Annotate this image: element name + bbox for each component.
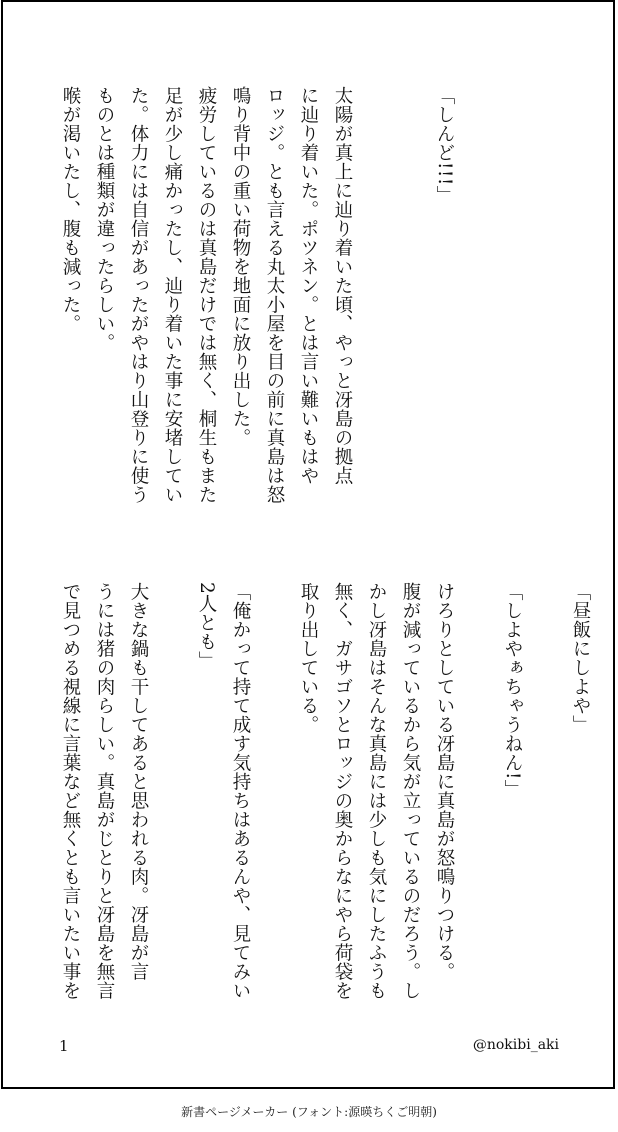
text-column: 大きな鍋も干してあると思われる肉。冴島が言 bbox=[128, 582, 149, 981]
text-column: 無く、ガサゴソとロッジの奥からなにやら荷袋を bbox=[332, 582, 353, 1000]
text-column: 取り出している。 bbox=[298, 582, 319, 734]
text-column bbox=[393, 86, 427, 504]
text-column: 「昼飯にしよや」 bbox=[570, 582, 591, 734]
generator-caption: 新書ページメーカー (フォント:源暎ちくご明朝) bbox=[181, 1105, 437, 1119]
text-column: 太陽が真上に辿り着いた頃、やっと冴島の拠点 bbox=[332, 86, 353, 485]
page-frame bbox=[1, 0, 615, 1089]
text-column bbox=[461, 582, 495, 1000]
text-column bbox=[359, 86, 393, 504]
text-block-bottom bbox=[53, 582, 597, 1000]
text-column: 「しんど!!!」 bbox=[434, 86, 455, 205]
text-column bbox=[257, 582, 291, 1000]
text-column: ものとは種類が違ったらしい。 bbox=[94, 86, 115, 352]
text-column: 2人とも」 bbox=[196, 582, 217, 671]
text-column: 腹が減っているから気が立っているのだろう。し bbox=[400, 582, 421, 1000]
text-column: 鳴り背中の重い荷物を地面に放り出した。 bbox=[230, 86, 251, 447]
author-handle: @nokibi_aki bbox=[472, 1037, 559, 1053]
text-column: 喉が渇いたし、腹も減った。 bbox=[60, 86, 81, 333]
text-column: ロッジ。とも言える丸太小屋を目の前に真島は怒 bbox=[264, 86, 285, 504]
text-column: に辿り着いた。ポツネン。とは言い難いもはや bbox=[298, 86, 319, 485]
text-column: けろりとしている冴島に真島が怒鳴りつける。 bbox=[434, 582, 455, 981]
text-column: 疲労しているのは真島だけでは無く、桐生もまた bbox=[196, 86, 217, 504]
text-column: 「しよやぁちゃうねん!」 bbox=[502, 582, 523, 799]
text-column: で見つめる視線に言葉など無くとも言いたい事を bbox=[60, 582, 81, 1000]
page-number: 1 bbox=[59, 1037, 69, 1055]
text-column: 足が少し痛かったし、辿り着いた事に安堵してい bbox=[162, 86, 183, 504]
text-block-top bbox=[53, 86, 461, 504]
text-column: かし冴島はそんな真島には少しも気にしたふうも bbox=[366, 582, 387, 1000]
text-column: 「俺かって持て成す気持ちはあるんや、見てみい bbox=[230, 582, 251, 1000]
text-column: うには猪の肉らしい。真島がじとりと冴島を無言 bbox=[94, 582, 115, 1000]
text-column: た。体力には自信があったがやはり山登りに使う bbox=[128, 86, 149, 504]
text-column bbox=[529, 582, 563, 1000]
text-column bbox=[155, 582, 189, 1000]
